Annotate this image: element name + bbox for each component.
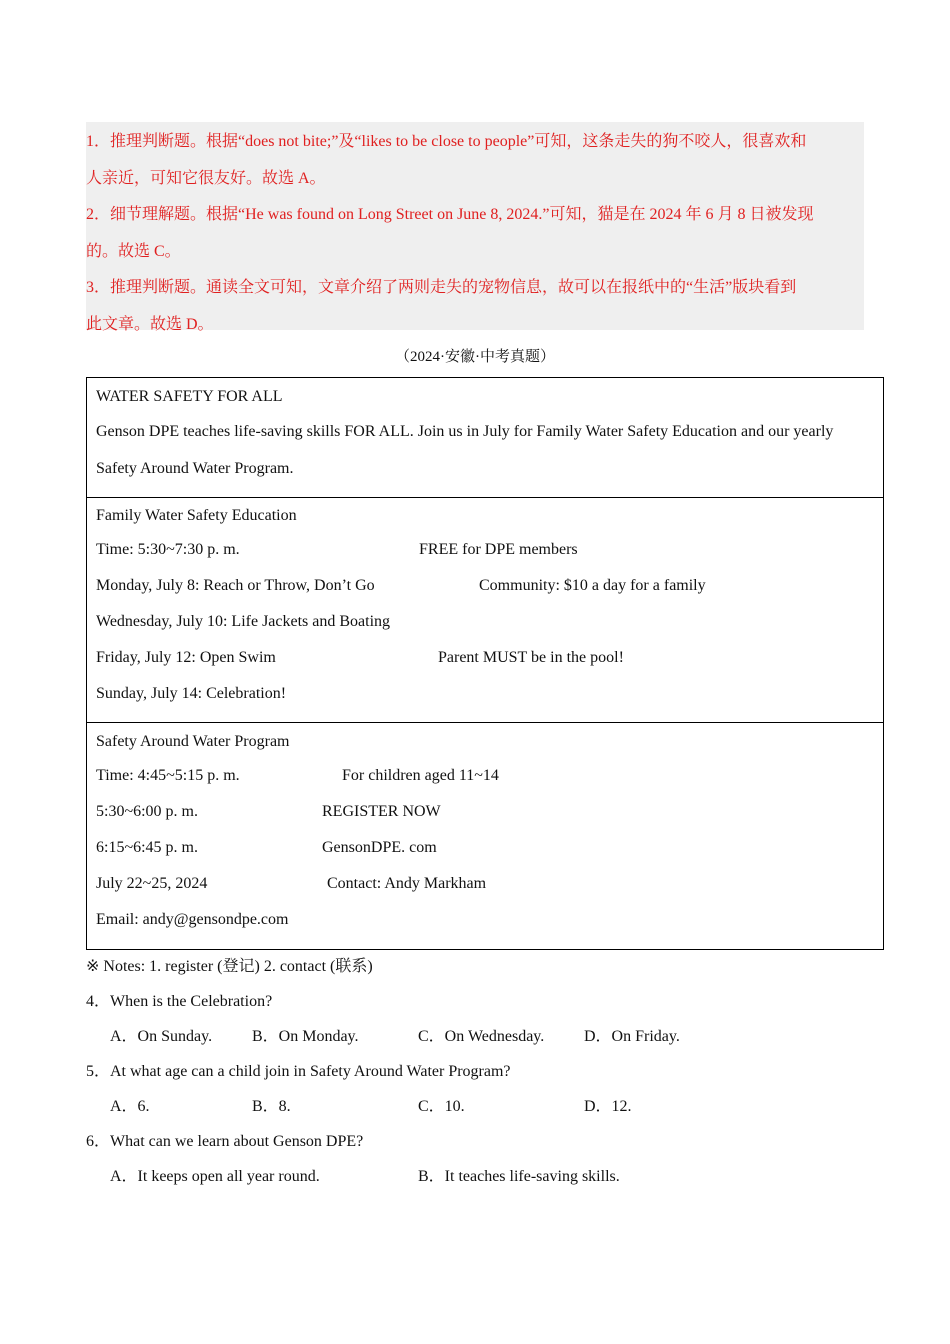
option-b[interactable]: B．It teaches life-saving skills. <box>418 1168 620 1185</box>
schedule-time: Time: 4:45~5:15 p. m. <box>96 767 240 784</box>
schedule-item: Wednesday, July 10: Life Jackets and Boating <box>96 613 391 630</box>
answer-line: 此文章。故选 D。 <box>86 316 214 333</box>
section-title: Safety Around Water Program <box>96 733 290 750</box>
question-stem: 5．At what age can a child join in Safety Around Water Program? <box>86 1063 511 1080</box>
question-stem: 6．What can we learn about Genson DPE? <box>86 1133 364 1150</box>
answer-line: 人亲近，可知它很友好。故选 A。 <box>86 170 326 187</box>
price-note: Community: $10 a day for a family <box>479 577 706 594</box>
safety-program-box <box>86 722 884 950</box>
answer-line: 2．细节理解题。根据“He was found on Long Street on June 8, 2024.”可知，猫是在 2024 年 6 月 8 日被发现 <box>86 206 814 223</box>
age-note: For children aged 11~14 <box>342 767 499 784</box>
option-b[interactable]: B．8. <box>252 1098 291 1115</box>
intro-text: Genson DPE teaches life-saving skills FOR ALL. Join us in July for Family Water Safety Education and our yearly <box>96 423 834 440</box>
schedule-item: Sunday, July 14: Celebration! <box>96 685 287 702</box>
option-b[interactable]: B．On Monday. <box>252 1028 359 1045</box>
source-label: （2024·安徽·中考真题） <box>395 349 555 365</box>
answer-line: 3．推理判断题。通读全文可知，文章介绍了两则走失的宠物信息，故可以在报纸中的“生活”版块看到 <box>86 279 797 296</box>
contact-info: Contact: Andy Markham <box>327 875 487 892</box>
answer-explanations <box>86 122 864 333</box>
register-note: REGISTER NOW <box>322 803 441 820</box>
question-stem: 4．When is the Celebration? <box>86 993 273 1010</box>
price-note: FREE for DPE members <box>419 541 578 558</box>
email-info: Email: andy@gensondpe.com <box>96 911 289 928</box>
family-education-box <box>86 496 884 723</box>
option-a[interactable]: A．It keeps open all year round. <box>110 1168 320 1185</box>
water-safety-intro-box <box>86 377 884 498</box>
answer-line: 的。故选 C。 <box>86 243 181 260</box>
option-a[interactable]: A．On Sunday. <box>110 1028 213 1045</box>
option-a[interactable]: A．6. <box>110 1098 150 1115</box>
option-d[interactable]: D．12. <box>584 1098 632 1115</box>
website: GensonDPE. com <box>322 839 437 856</box>
schedule-time: 6:15~6:45 p. m. <box>96 839 198 856</box>
schedule-item: Monday, July 8: Reach or Throw, Don’t Go <box>96 577 375 594</box>
option-d[interactable]: D．On Friday. <box>584 1028 680 1045</box>
program-dates: July 22~25, 2024 <box>96 875 208 892</box>
section-title: Family Water Safety Education <box>96 507 297 524</box>
intro-text: Safety Around Water Program. <box>96 460 294 477</box>
option-c[interactable]: C．On Wednesday. <box>418 1028 545 1045</box>
section-title: WATER SAFETY FOR ALL <box>96 388 283 405</box>
option-c[interactable]: C．10. <box>418 1098 465 1115</box>
schedule-time: 5:30~6:00 p. m. <box>96 803 198 820</box>
schedule-time: Time: 5:30~7:30 p. m. <box>96 541 240 558</box>
schedule-item: Friday, July 12: Open Swim <box>96 649 276 666</box>
answer-line: 1．推理判断题。根据“does not bite;”及“likes to be close to people”可知，这条走失的狗不咬人，很喜欢和 <box>86 133 807 150</box>
notes: ※ Notes: 1. register (登记) 2. contact (联系) <box>86 958 373 975</box>
rule-note: Parent MUST be in the pool! <box>438 649 624 666</box>
